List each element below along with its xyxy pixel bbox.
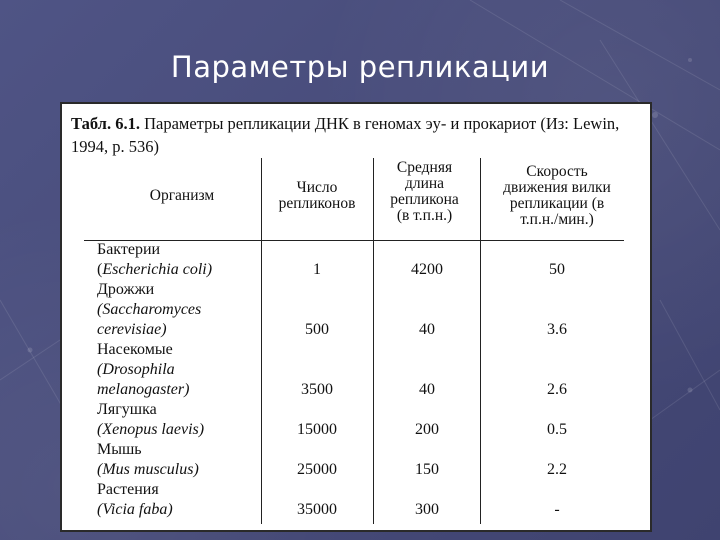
cell-replicons: 500: [305, 321, 329, 338]
table-row-organism: Дрожжи (Saccharomyces cerevisiae): [97, 281, 202, 338]
table-caption-label: Табл. 6.1.: [71, 114, 140, 133]
table-row-organism: Насекомые (Drosophila melanogaster): [97, 341, 190, 398]
cell-speed: 3.6: [547, 321, 567, 338]
cell-length: 4200: [411, 261, 443, 278]
cell-length: 40: [419, 381, 435, 398]
cell-replicons: 3500: [301, 381, 333, 398]
table-image: [60, 102, 652, 532]
cell-speed: -: [554, 501, 560, 518]
cell-speed: 0.5: [547, 421, 567, 438]
header-speed: Скорость движения вилки репликации (в т.п.н./мин.): [503, 163, 611, 228]
cell-speed: 2.6: [547, 381, 567, 398]
cell-speed: 50: [549, 261, 565, 278]
cell-length: 200: [415, 421, 439, 438]
cell-length: 300: [415, 501, 439, 518]
cell-replicons: 25000: [297, 461, 337, 478]
table-caption: [71, 112, 643, 158]
species-name: Escherichia coli): [102, 261, 213, 278]
slide-title: Параметры репликации: [170, 50, 550, 84]
table-row-organism: Растения (Vicia faba): [97, 481, 173, 518]
cell-speed: 2.2: [547, 461, 567, 478]
table-row-organism: Бактерии (Escherichia coli): [97, 241, 213, 278]
header-replicons: Число репликонов: [278, 179, 356, 212]
table-caption-text: Параметры репликации ДНК в геномах эу- и прокариот (Из: Lewin, 1994, р. 536): [71, 114, 620, 156]
header-length: Средняя длина репликона (в т.п.н.): [390, 159, 459, 224]
table-row-organism: Мышь (Mus musculus): [97, 441, 199, 478]
cell-length: 40: [419, 321, 435, 338]
table-row-organism: Лягушка (Xenopus laevis): [97, 401, 205, 438]
header-organism: Организм: [149, 187, 215, 204]
cell-replicons: 1: [313, 261, 321, 278]
cell-replicons: 15000: [297, 421, 337, 438]
column-divider: [480, 158, 481, 524]
cell-length: 150: [415, 461, 439, 478]
cell-replicons: 35000: [297, 501, 337, 518]
